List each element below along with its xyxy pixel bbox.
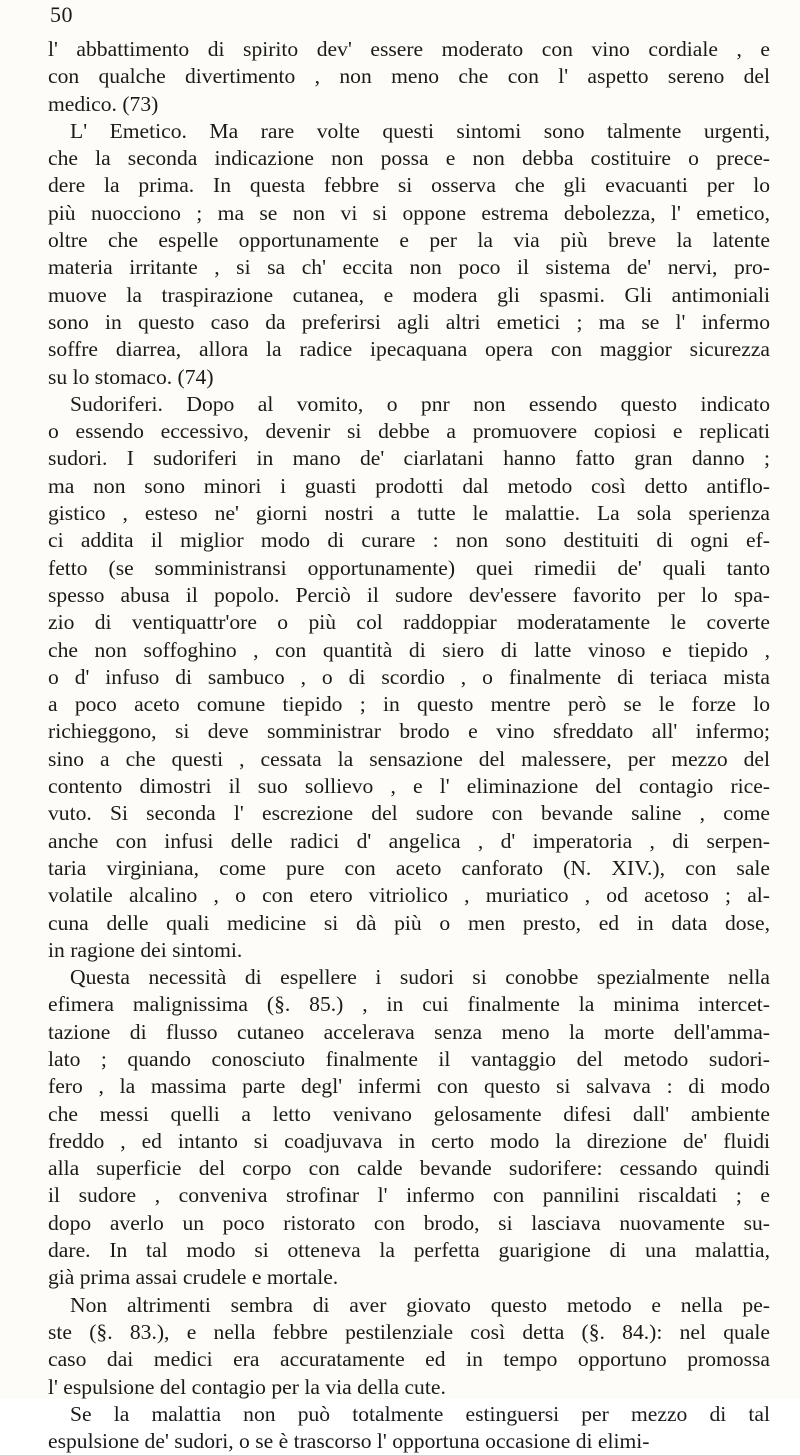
text-line: l' espulsione del contagio per la via della cute.: [48, 1374, 446, 1399]
text-line: già prima assai crudele e mortale.: [48, 1265, 339, 1290]
text-line: efimera malignissima (§. 85.) , in cui finalmente la minima intercet-: [48, 992, 770, 1017]
text-line: o essendo eccessivo, devenir si debbe a promuovere copiosi e replicati: [48, 419, 770, 444]
text-line: fetto (se somministransi opportunamente) quei rimedii de' quali tanto: [48, 555, 770, 580]
text-line: L' Emetico. Ma rare volte questi sintomi sono talmente urgenti,: [70, 118, 770, 143]
text-line: zio di ventiquattr'ore o più col raddoppiar moderatamente le coverte: [48, 610, 770, 635]
text-line: che la seconda indicazione non possa e non debba costituire o prece-: [48, 146, 770, 171]
text-line: espulsione de' sudori, o se è trascorso l' opportuna occasione di elimi-: [48, 1429, 650, 1454]
text-line: materia irritante , si sa ch' eccita non poco il sistema de' nervi, pro-: [48, 255, 770, 280]
text-line: il sudore , conveniva strofinar l' infermo con pannilini riscaldati ; e: [48, 1183, 770, 1208]
text-line: vuto. Si seconda l' escrezione del sudore con bevande saline , come: [48, 801, 770, 826]
text-line: medico. (73): [48, 91, 159, 116]
text-line: freddo , ed intanto si coadjuvava in certo modo la direzione de' fluidi: [48, 1128, 770, 1153]
text-line: caso dai medici era accuratamente ed in tempo opportuno promossa: [48, 1347, 770, 1372]
text-line: ma non sono minori i guasti prodotti dal metodo così detto antiflo-: [48, 473, 770, 498]
text-line: lato ; quando conosciuto finalmente il vantaggio del metodo sudori-: [48, 1046, 770, 1071]
text-line: dare. In tal modo si otteneva la perfetta guarigione di una malattia,: [48, 1238, 770, 1263]
text-line: fero , la massima parte degl' infermi con questo si salvava : di modo: [48, 1074, 770, 1099]
text-line: o d' infuso di sambuco , o di scordio , o finalmente di teriaca mista: [48, 664, 770, 689]
text-line: anche con infusi delle radici d' angelica , d' imperatoria , di serpen-: [48, 828, 770, 853]
text-line: che non soffoghino , con quantità di siero di latte vinoso e tiepido ,: [48, 637, 770, 662]
text-line: ci addita il miglior modo di curare : non sono destituiti di ogni ef-: [48, 528, 770, 553]
text-line: Se la malattia non può totalmente estinguersi per mezzo di tal: [70, 1401, 770, 1426]
text-line: contento dimostri il suo sollievo , e l' eliminazione del contagio rice-: [48, 774, 770, 799]
text-line: su lo stomaco. (74): [48, 364, 214, 389]
body-text: [48, 36, 770, 1455]
text-line: tazione di flusso cutaneo accelerava senza meno la morte dell'amma-: [48, 1019, 770, 1044]
text-line: ste (§. 83.), e nella febbre pestilenziale così detta (§. 84.): nel quale: [48, 1319, 770, 1344]
text-line: sino a che questi , cessata la sensazione del malessere, per mezzo del: [48, 746, 770, 771]
text-line: volatile alcalino , o con etero vitriolico , muriatico , od acetoso ; al-: [48, 883, 770, 908]
text-line: Sudoriferi. Dopo al vomito, o pnr non essendo questo indicato: [70, 391, 770, 416]
text-line: l' abbattimento di spirito dev' essere moderato con vino cordiale , e: [48, 37, 770, 61]
text-line: alla superficie del corpo con calde bevande sudorifere: cessando quindi: [48, 1156, 770, 1181]
text-line: con qualche divertimento , non meno che con l' aspetto sereno del: [48, 64, 770, 89]
text-line: che messi quelli a letto venivano gelosamente difesi dall' ambiente: [48, 1101, 770, 1126]
text-line: spesso abusa il popolo. Perciò il sudore dev'essere favorito per lo spa-: [48, 582, 770, 607]
text-line: sono in questo caso da preferirsi agli altri emetici ; ma se l' infermo: [48, 309, 770, 334]
text-line: Questa necessità di espellere i sudori si conobbe spezialmente nella: [70, 965, 770, 990]
text-line: in ragione dei sintomi.: [48, 937, 243, 962]
text-line: muove la traspirazione cutanea, e modera gli spasmi. Gli antimoniali: [48, 282, 770, 307]
text-line: taria virginiana, come pure con aceto canforato (N. XIV.), con sale: [48, 855, 770, 880]
text-line: dopo averlo un poco ristorato con brodo, si lasciava nuovamente su-: [48, 1210, 770, 1235]
text-line: richieggono, si deve somministrar brodo e vino sfreddato all' infermo;: [48, 719, 770, 744]
text-line: soffre diarrea, allora la radice ipecaquana opera con maggior sicurezza: [48, 337, 770, 362]
text-line: cuna delle quali medicine si dà più o men presto, ed in data dose,: [48, 910, 770, 935]
text-line: dere la prima. In questa febbre si osserva che gli evacuanti per lo: [48, 173, 770, 198]
text-line: più nuocciono ; ma se non vi si oppone estrema debolezza, l' emetico,: [48, 200, 770, 225]
text-line: oltre che espelle opportunamente e per la via più breve la latente: [48, 228, 770, 253]
page-number: 50: [50, 2, 73, 27]
text-line: a poco aceto comune tiepido ; in questo mentre però se le forze lo: [48, 692, 770, 717]
text-line: Non altrimenti sembra di aver giovato questo metodo e nella pe-: [70, 1292, 770, 1317]
text-line: sudori. I sudoriferi in mano de' ciarlatani hanno fatto gran danno ;: [48, 446, 770, 471]
text-line: gistico , esteso ne' giorni nostri a tutte le malattie. La sola sperienza: [48, 501, 770, 526]
